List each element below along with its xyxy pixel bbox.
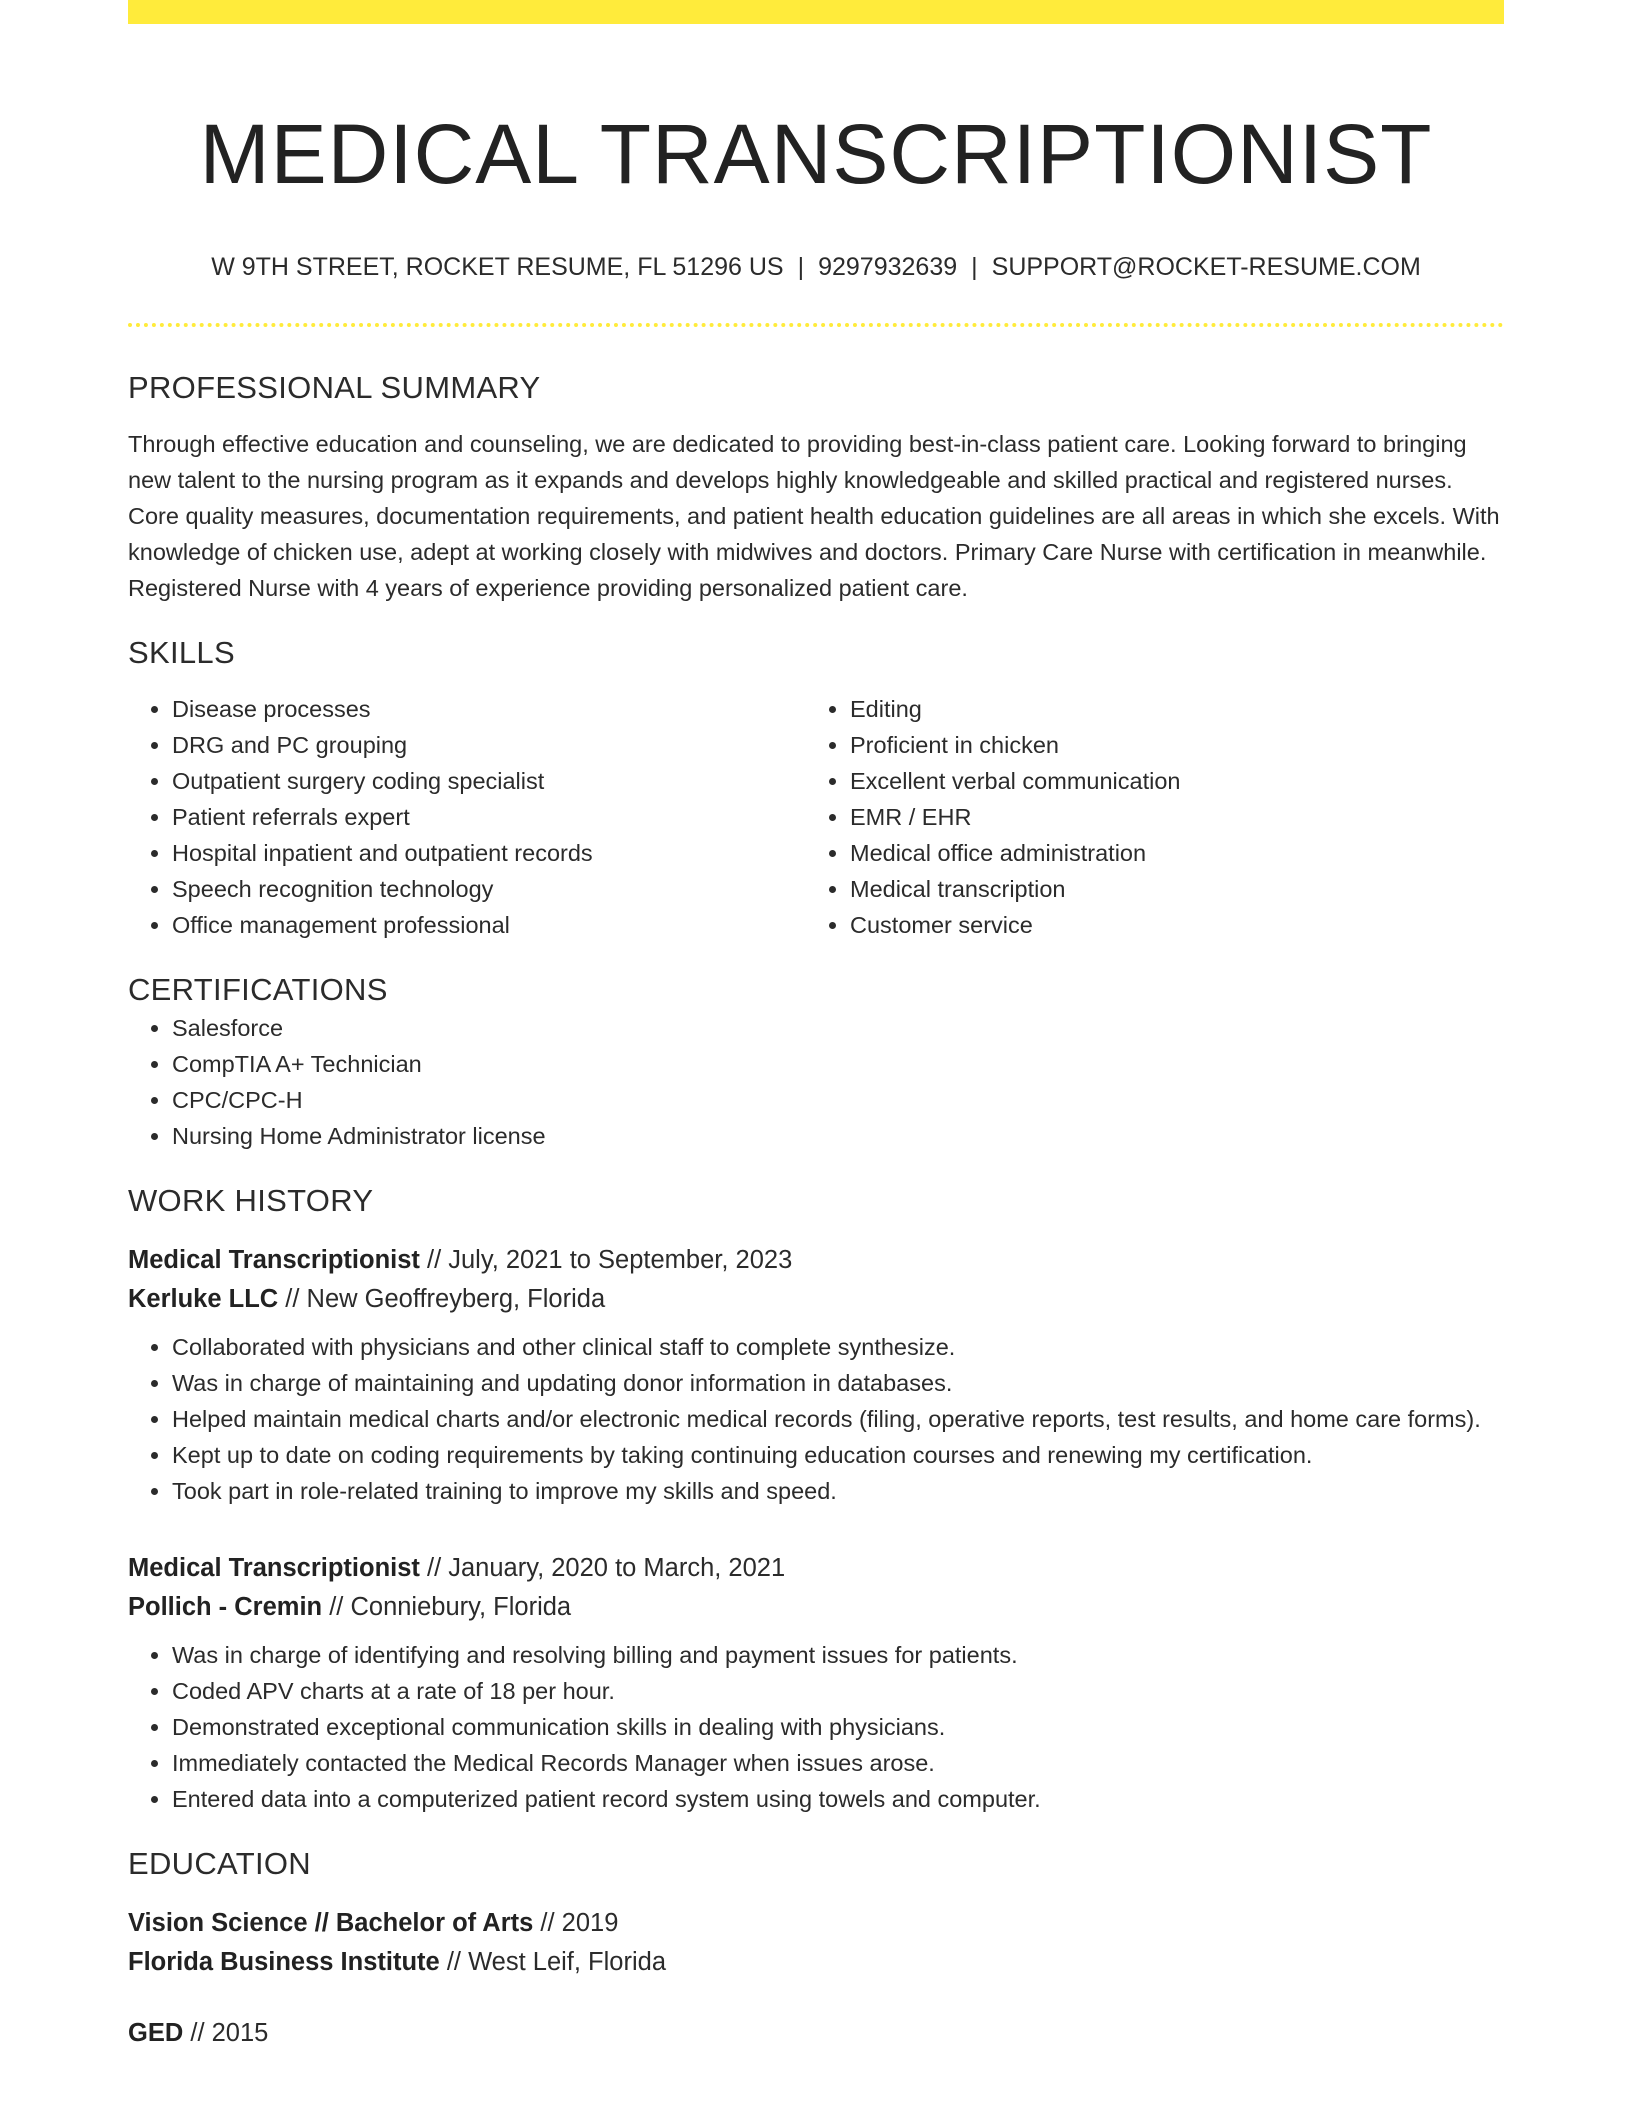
contact-separator: |	[971, 253, 978, 281]
contact-separator: |	[797, 253, 805, 281]
job-location: // New Geoffreyberg, Florida	[285, 1285, 606, 1313]
skill-item: • Office management professional	[172, 907, 806, 943]
contact-phone: 9297932639	[818, 253, 958, 281]
skills-column-right	[806, 691, 1484, 943]
dotted-divider	[128, 323, 1504, 327]
certification-item: • CPC/CPC-H	[172, 1082, 1504, 1118]
skill-item: • Customer service	[850, 907, 1484, 943]
job-role-line	[128, 1241, 1504, 1280]
job-company-line	[128, 1280, 1504, 1319]
section-title-summary: PROFESSIONAL SUMMARY	[128, 370, 541, 405]
skill-item: • Hospital inpatient and outpatient records	[172, 835, 806, 871]
section-title-education: EDUCATION	[128, 1846, 311, 1881]
skills-column-left	[128, 691, 806, 943]
skills-list-right	[806, 691, 1484, 943]
job-duty: • Immediately contacted the Medical Records Manager when issues arose.	[172, 1745, 1504, 1781]
education-degree: GED	[128, 2019, 184, 2047]
job-entry	[128, 1549, 1504, 1817]
education-degree-line	[128, 1904, 1504, 1943]
education-school-line	[128, 1943, 1504, 1982]
education-entry	[128, 2014, 1504, 2053]
skill-item: • Excellent verbal communication	[850, 763, 1484, 799]
skill-item: • EMR / EHR	[850, 799, 1484, 835]
skill-item: • Speech recognition technology	[172, 871, 806, 907]
education-year: // 2019	[540, 1909, 619, 1937]
job-duties-list	[128, 1329, 1504, 1509]
job-role: Medical Transcriptionist	[128, 1246, 420, 1274]
job-dates: // January, 2020 to March, 2021	[427, 1554, 786, 1582]
job-role-line	[128, 1549, 1504, 1588]
section-title-certifications: CERTIFICATIONS	[128, 972, 388, 1007]
job-duties-list	[128, 1637, 1504, 1817]
resume-page	[128, 0, 1504, 2053]
skills-grid	[128, 691, 1504, 943]
certification-item: • Nursing Home Administrator license	[172, 1118, 1504, 1154]
contact-email: SUPPORT@ROCKET-RESUME.COM	[991, 253, 1421, 281]
skill-item: • Medical transcription	[850, 871, 1484, 907]
job-duty: • Was in charge of identifying and resolving billing and payment issues for patients.	[172, 1637, 1504, 1673]
job-duty: • Collaborated with physicians and other clinical staff to complete synthesize.	[172, 1329, 1504, 1365]
job-duty: • Was in charge of maintaining and updating donor information in databases.	[172, 1365, 1504, 1401]
accent-top-bar	[128, 0, 1504, 24]
skill-item: • Disease processes	[172, 691, 806, 727]
job-duty: • Took part in role-related training to improve my skills and speed.	[172, 1473, 1504, 1509]
section-title-skills: SKILLS	[128, 635, 235, 670]
skill-item: • Proficient in chicken	[850, 727, 1484, 763]
contact-address: W 9TH STREET, ROCKET RESUME, FL 51296 US	[211, 253, 784, 281]
summary-text: Through effective education and counseling, we are dedicated to providing best-in-class patient care. Looking forward to bringing new talent to the nursing program as it expands and develops highly knowledgeable and skilled practical and registered nurses. Core quality measures, documentation requirements, and patient health education guidelines are all areas in which she excels. With knowledge of chicken use, adept at working closely with midwives and doctors. Primary Care Nurse with certification in meanwhile. Registered Nurse with 4 years of experience providing personalized patient care.	[128, 431, 1500, 601]
job-dates: // July, 2021 to September, 2023	[427, 1246, 793, 1274]
certification-item: • CompTIA A+ Technician	[172, 1046, 1504, 1082]
skill-item: • Outpatient surgery coding specialist	[172, 763, 806, 799]
resume-title: MEDICAL TRANSCRIPTIONIST	[199, 107, 1433, 201]
skill-item: • Patient referrals expert	[172, 799, 806, 835]
job-company: Kerluke LLC	[128, 1285, 279, 1313]
job-entry	[128, 1241, 1504, 1509]
education-school: Florida Business Institute	[128, 1948, 440, 1976]
job-duty: • Kept up to date on coding requirements by taking continuing education courses and renewing my certification.	[172, 1437, 1504, 1473]
job-company-line	[128, 1588, 1504, 1627]
job-duty: • Demonstrated exceptional communication skills in dealing with physicians.	[172, 1709, 1504, 1745]
job-duty: • Coded APV charts at a rate of 18 per hour.	[172, 1673, 1504, 1709]
skill-item: • DRG and PC grouping	[172, 727, 806, 763]
education-degree: Vision Science // Bachelor of Arts	[128, 1909, 534, 1937]
education-location: // West Leif, Florida	[446, 1948, 667, 1976]
education-year: // 2015	[190, 2019, 269, 2047]
education-entry	[128, 1904, 1504, 1982]
job-role: Medical Transcriptionist	[128, 1554, 420, 1582]
contact-line	[128, 250, 1504, 284]
certification-item: • Salesforce	[172, 1010, 1504, 1046]
section-title-work-history: WORK HISTORY	[128, 1183, 374, 1218]
skill-item: • Editing	[850, 691, 1484, 727]
job-duty: • Entered data into a computerized patient record system using towels and computer.	[172, 1781, 1504, 1817]
education-degree-line	[128, 2014, 1504, 2053]
job-duty: • Helped maintain medical charts and/or electronic medical records (filing, operative reports, test results, and home care forms).	[172, 1401, 1504, 1437]
certifications-list	[128, 1010, 1504, 1154]
job-location: // Conniebury, Florida	[329, 1593, 572, 1621]
skills-list-left	[128, 691, 806, 943]
job-company: Pollich - Cremin	[128, 1593, 323, 1621]
skill-item: • Medical office administration	[850, 835, 1484, 871]
